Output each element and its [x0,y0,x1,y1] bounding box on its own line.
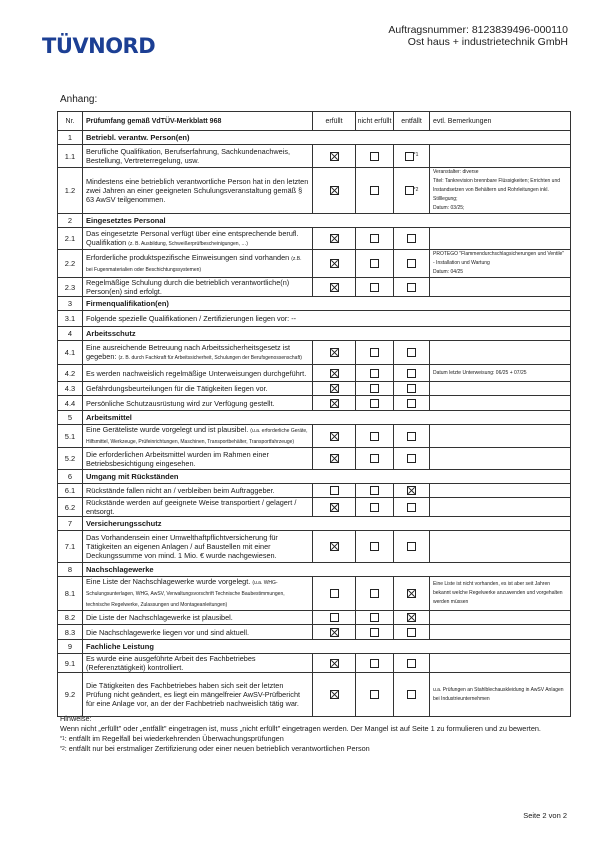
table-row [58,484,571,498]
row-text-cell [83,382,313,396]
checkbox-cell [313,278,356,297]
row-text-cell [83,654,313,673]
checkbox-not-fulfilled[interactable] [370,152,379,161]
checkbox-cell [394,611,430,625]
row-text-cell [83,673,313,717]
checkbox-cell [394,484,430,498]
row-number: 6.1 [58,484,83,498]
checkbox-fulfilled[interactable] [330,659,339,668]
checkbox-fulfilled[interactable] [330,542,339,551]
remarks-cell [430,278,571,297]
checkbox-cell [313,625,356,640]
table-row [58,563,571,577]
checkbox-cell [356,448,394,470]
remarks-cell [430,484,571,498]
checkbox-not-applicable[interactable] [407,283,416,292]
checkbox-cell [394,625,430,640]
checkbox-not-applicable[interactable] [407,234,416,243]
note-1-text: : entfällt im Regelfall bei wiederkehrenden Überwachungsprüfungen [64,734,284,743]
row-subtext: (u.a. WHG-Schulungsunterlagen, WHG, AwSV, Verwaltungsvorschrift Technische Baubestimmungen, technische Regelwerke, Zulassungen und Montageanleitungen) [86,580,285,608]
remarks-cell [430,382,571,396]
row-number: 8.2 [58,611,83,625]
checkbox-fulfilled[interactable] [330,690,339,699]
remark-text: PROTEGO "Flammendurchschlagsicherungen und Ventile" - Installation und Wartung Datum: 04/25 [433,251,565,275]
row-subtext: (z. B. Ausbildung, Schweißerprüfbescheinigungen, …) [128,240,248,247]
checkbox-cell [394,145,430,168]
row-text: Persönliche Schutzausrüstung wird zur Verfügung gestellt. [86,398,275,408]
checkbox-cell [356,396,394,411]
checkbox-cell [356,498,394,517]
remark-text: Datum letzte Unterweisung: 06/25 + 07/25 [433,369,527,376]
checkbox-not-fulfilled[interactable] [370,369,379,378]
checkbox-cell [356,531,394,563]
row-number: 5.2 [58,448,83,470]
section-title: Nachschlagewerke [83,563,571,577]
checkbox-not-fulfilled[interactable] [370,348,379,357]
table-row [58,311,571,327]
row-text-cell [83,396,313,411]
checkbox-cell [313,654,356,673]
row-text: Die Liste der Nachschlagewerke ist plausibel. [86,613,233,622]
checkbox-cell [313,228,356,250]
checkbox-cell [394,341,430,365]
remark-text: Eine Liste ist nicht vorhanden, es ist aber seit Jahren bekannt welche Regelwerke anzuwenden und vorgehalten werden müssen [433,581,563,605]
row-text-cell [83,484,313,498]
row-text: Mindestens eine betrieblich verantwortliche Person hat in den letzten zwei Jahren an einer geeigneten Schulungsveranstaltung gemäß § 63 AwSV teilgenommen. [86,177,309,204]
table-row [58,611,571,625]
checkbox-not-applicable[interactable] [407,486,416,495]
row-number: 2.2 [58,250,83,278]
row-number: 2 [58,214,83,228]
row-number: 4.1 [58,341,83,365]
remarks-cell [430,498,571,517]
row-number: 8.3 [58,625,83,640]
row-text: Eine Geräteliste wurde vorgelegt und ist plausibel. [86,425,249,434]
table-row [58,228,571,250]
checkbox-cell [356,278,394,297]
checkbox-cell [313,498,356,517]
row-text: Eine Liste der Nachschlagewerke wurde vorgelegt. [86,577,251,586]
checkbox-cell [394,673,430,717]
checkbox-not-applicable[interactable] [407,399,416,408]
row-text: Es werden nachweislich regelmäßige Unterweisungen durchgeführt. [86,368,307,378]
remarks-cell [430,654,571,673]
remarks-cell [430,365,571,382]
row-number: 6.2 [58,498,83,517]
table-row [58,425,571,448]
table-row [58,577,571,611]
checkbox-not-fulfilled[interactable] [370,234,379,243]
row-text-cell [83,625,313,640]
table-row [58,250,571,278]
checkbox-not-fulfilled[interactable] [370,384,379,393]
checkbox-not-applicable[interactable] [407,589,416,598]
remarks-cell [430,168,571,214]
checkbox-cell [313,250,356,278]
checkbox-cell [313,396,356,411]
checkbox-not-fulfilled[interactable] [370,628,379,637]
col-not-fulfilled-header: nicht erfüllt [356,112,394,131]
table-row [58,640,571,654]
checkbox-cell [394,498,430,517]
row-number: 9.2 [58,673,83,717]
row-text: Es wurde eine ausgeführte Arbeit des Fachbetriebes (Referenztätigkeit) kontrolliert. [86,654,256,672]
table-row [58,654,571,673]
checkbox-not-applicable[interactable] [407,503,416,512]
checkbox-not-applicable[interactable] [405,152,414,161]
table-row [58,411,571,425]
row-number: 4 [58,327,83,341]
row-text: Erforderliche produktspezifische Einweisungen sind vorhanden [86,252,290,262]
checkbox-cell [356,341,394,365]
row-number: 9.1 [58,654,83,673]
row-number: 1 [58,131,83,145]
checkbox-fulfilled[interactable] [330,259,339,268]
row-text-cell [83,278,313,297]
remarks-cell [430,425,571,448]
checkbox-cell [313,168,356,214]
note-2 [60,744,580,754]
notes [60,714,580,754]
checkbox-not-applicable[interactable] [407,348,416,357]
notes-text: Wenn nicht „erfüllt" oder „entfällt" eingetragen ist, muss „nicht erfüllt" eingetragen werden. Der Mangel ist auf Seite 1 zu formulieren und zu bewerten. [60,724,541,733]
row-text-cell [83,448,313,470]
checkbox-cell [313,425,356,448]
row-text-cell [83,250,313,278]
row-text-cell [83,498,313,517]
checkbox-not-applicable[interactable] [407,542,416,551]
checkbox-cell [394,278,430,297]
remarks-cell [430,673,571,717]
col-fulfilled-header: erfüllt [313,112,356,131]
section-title: Umgang mit Rückständen [83,470,571,484]
table-row [58,470,571,484]
row-number: 1.2 [58,168,83,214]
row-number: 2.1 [58,228,83,250]
anhang-label: Anhang: [60,94,98,105]
checkbox-fulfilled[interactable] [330,432,339,441]
checkbox-fulfilled[interactable] [330,628,339,637]
row-text-cell [83,168,313,214]
checkbox-cell [313,448,356,470]
table-row [58,131,571,145]
checkbox-cell [394,425,430,448]
table-row [58,278,571,297]
col-na-header: entfällt [394,112,430,131]
checkbox-not-applicable[interactable] [407,432,416,441]
checkbox-fulfilled[interactable] [330,283,339,292]
order-number: Auftragsnummer: 8123839496-000110 [388,24,568,36]
checkbox-cell [356,382,394,396]
notes-title: Hinweise: [60,714,92,723]
checkbox-not-fulfilled[interactable] [370,690,379,699]
table-row [58,531,571,563]
checkbox-not-fulfilled[interactable] [370,399,379,408]
checkbox-not-fulfilled[interactable] [370,259,379,268]
row-text-cell [83,611,313,625]
row-text-cell [83,145,313,168]
row-number: 8.1 [58,577,83,611]
row-number: 4.2 [58,365,83,382]
col-nr-header: Nr. [58,112,83,131]
checkbox-fulfilled[interactable] [330,454,339,463]
checkbox-not-applicable[interactable] [407,690,416,699]
checkbox-not-fulfilled[interactable] [370,542,379,551]
checkbox-cell [313,577,356,611]
row-number: 2.3 [58,278,83,297]
row-number: 5 [58,411,83,425]
row-text-cell [83,228,313,250]
checkbox-cell [394,654,430,673]
checkbox-cell [313,611,356,625]
note-2-mark: *2 [60,746,65,752]
checkbox-fulfilled[interactable] [330,369,339,378]
col-remarks-header: evtl. Bemerkungen [430,112,571,131]
note-2-text: : entfällt nur bei erstmaliger Zertifizierung oder einer neuen betrieblich verantwortlichen Person [64,744,370,753]
checkbox-cell [394,365,430,382]
checkbox-cell [313,484,356,498]
section-title: Eingesetztes Personal [83,214,571,228]
checkbox-not-applicable[interactable] [407,259,416,268]
checkbox-cell [313,673,356,717]
checkbox-cell [313,382,356,396]
row-text: Die Nachschlagewerke liegen vor und sind aktuell. [86,627,250,637]
checkbox-not-applicable[interactable] [407,659,416,668]
checkbox-cell [356,484,394,498]
table-row [58,625,571,640]
checkbox-fulfilled[interactable] [330,152,339,161]
table-body [58,131,571,717]
checkbox-not-fulfilled[interactable] [370,503,379,512]
section-title: Arbeitsmittel [83,411,571,425]
checkbox-not-applicable[interactable] [407,454,416,463]
row-number: 7.1 [58,531,83,563]
checkbox-cell [394,577,430,611]
checkbox-fulfilled[interactable] [330,234,339,243]
note-1 [60,734,580,744]
checkbox-cell [356,625,394,640]
row-text: Eine ausreichende Betreuung nach Arbeitssicherheitsgesetz ist gegeben: [86,342,291,361]
table-row [58,327,571,341]
checkbox-fulfilled[interactable] [330,399,339,408]
checkbox-not-fulfilled[interactable] [370,432,379,441]
table-row [58,673,571,717]
checkbox-cell [356,365,394,382]
row-text: Rückstände werden auf geeignete Weise transportiert / gelagert / entsorgt. [86,498,297,516]
remarks-cell [430,625,571,640]
checkbox-fulfilled[interactable] [330,486,339,495]
row-number: 6 [58,470,83,484]
row-text-cell [83,577,313,611]
row-text: Folgende spezielle Qualifikationen / Zertifizierungen liegen vor: -- [83,311,571,327]
checklist-table [57,111,571,717]
table-row [58,517,571,531]
table-header-row [58,112,571,131]
table-row [58,448,571,470]
checkbox-fulfilled[interactable] [330,348,339,357]
checkbox-not-applicable[interactable] [407,613,416,622]
checkbox-fulfilled[interactable] [330,186,339,195]
checkbox-cell [356,673,394,717]
checkbox-cell [394,228,430,250]
row-text: Die erforderlichen Arbeitsmittel wurden im Rahmen einer Betriebsbesichtigung eingesehen. [86,449,269,468]
remarks-cell [430,531,571,563]
table-row [58,341,571,365]
order-info [388,24,568,48]
section-title: Versicherungsschutz [83,517,571,531]
checkbox-not-fulfilled[interactable] [370,283,379,292]
section-title: Arbeitsschutz [83,327,571,341]
table-row [58,382,571,396]
row-number: 8 [58,563,83,577]
table-row [58,145,571,168]
remarks-cell [430,448,571,470]
remarks-cell [430,341,571,365]
section-title: Betriebl. verantw. Person(en) [83,131,571,145]
checkbox-not-fulfilled[interactable] [370,486,379,495]
checkbox-cell [356,250,394,278]
tuev-nord-logo: TÜVNORD [42,34,156,58]
checkbox-not-applicable[interactable] [407,384,416,393]
company-name: Ost haus + industrietechnik GmbH [407,36,568,48]
checkbox-not-applicable[interactable] [407,369,416,378]
page-number: Seite 2 von 2 [523,811,567,820]
remarks-cell [430,577,571,611]
checkbox-fulfilled[interactable] [330,613,339,622]
row-text: Das Vorhandensein einer Umwelthaftpflichtversicherung für Tätigkeiten an eigenen Anlagen / auf Baustellen mit einer Deckungssumme von mind. 1 Mio. € wurde nachgewiesen. [86,533,278,560]
remark-text: u.a. Prüfungen an Stahlblechauskleidung in AwSV Anlagen bei Industrieunternehmen [433,686,564,702]
checkbox-cell [313,531,356,563]
remarks-cell [430,228,571,250]
checkbox-cell [394,250,430,278]
row-text-cell [83,365,313,382]
checkbox-cell [313,341,356,365]
row-text: Regelmäßige Schulung durch die betrieblich verantwortliche(n) Person(en) sind erfolgt. [86,278,290,296]
checkbox-not-fulfilled[interactable] [370,659,379,668]
note-1-mark: *1 [60,736,65,742]
checkbox-not-fulfilled[interactable] [370,613,379,622]
row-number: 1.1 [58,145,83,168]
checkbox-cell [356,654,394,673]
table-row [58,168,571,214]
checkbox-cell [313,145,356,168]
checkbox-cell [394,396,430,411]
remarks-cell [430,250,571,278]
checkbox-not-fulfilled[interactable] [370,454,379,463]
row-text: Rückstände fallen nicht an / verbleiben beim Auftraggeber. [86,486,275,495]
row-number: 9 [58,640,83,654]
table-row [58,396,571,411]
checkbox-not-applicable[interactable] [405,186,414,195]
row-text: Die Tätigkeiten des Fachbetriebes haben sich seit der letzten Prüfung nicht geändert, es liegt ein mängelfreier AwSV-Prüfbericht für eine Anlage vor, an der der Fachbetrieb nachweislich tätig war. [86,681,301,708]
remarks-cell [430,611,571,625]
row-text: Berufliche Qualifikation, Berufserfahrung, Sachkundenachweis, Bestellung, Vertreterregelung, usw. [86,147,291,165]
checkbox-not-applicable[interactable] [407,628,416,637]
checkbox-fulfilled[interactable] [330,589,339,598]
table-row [58,365,571,382]
checkbox-cell [394,382,430,396]
checkbox-cell [356,145,394,168]
checkbox-not-fulfilled[interactable] [370,186,379,195]
checkbox-cell [356,425,394,448]
footnote-mark: *1 [413,152,419,159]
row-text: Das eingesetzte Personal verfügt über eine entsprechende berufl. Qualifikation [86,228,299,247]
row-subtext: (z.B. bei Fugenmaterialien oder Beschichtungssystemen) [86,255,302,273]
checkbox-cell [394,448,430,470]
row-subtext: (z. B. durch Fachkraft für Arbeitssicherheit, Schulungen der Berufsgenossenschaft) [118,354,302,361]
row-text-cell [83,425,313,448]
row-number: 3.1 [58,311,83,327]
row-subtext: (u.a. erforderliche Geräte, Hilfsmittel, Werkzeuge, Prüfeinrichtungen, Maschinen, Transportbehälter, Transportfahrzeuge) [86,428,308,445]
checkbox-cell [313,365,356,382]
table-row [58,297,571,311]
row-number: 5.1 [58,425,83,448]
row-number: 4.3 [58,382,83,396]
remark-text: Veranstalter: diverse Titel: Tankrevision brennbare Flüssigkeiten; Errichten und Instandsetzen von Behältern und Rohrleitungen inkl. Stilllegung; Datum: 03/25; [433,169,561,211]
footnote-mark: *2 [413,186,419,193]
row-text: Gefährdungsbeurteilungen für die Tätigkeiten liegen vor. [86,384,268,393]
row-text-cell [83,531,313,563]
col-scope-header: Prüfumfang gemäß VdTÜV-Merkblatt 968 [83,112,313,131]
checkbox-cell [394,531,430,563]
checkbox-not-fulfilled[interactable] [370,589,379,598]
checkbox-cell [394,168,430,214]
row-number: 7 [58,517,83,531]
checkbox-cell [356,577,394,611]
checkbox-cell [356,168,394,214]
table-row [58,214,571,228]
checkbox-cell [356,228,394,250]
section-title: Firmenqualifikation(en) [83,297,571,311]
checkbox-fulfilled[interactable] [330,503,339,512]
remarks-cell [430,145,571,168]
row-text-cell [83,341,313,365]
section-title: Fachliche Leistung [83,640,571,654]
checkbox-fulfilled[interactable] [330,384,339,393]
checkbox-cell [356,611,394,625]
row-number: 3 [58,297,83,311]
row-number: 4.4 [58,396,83,411]
remarks-cell [430,396,571,411]
table-row [58,498,571,517]
